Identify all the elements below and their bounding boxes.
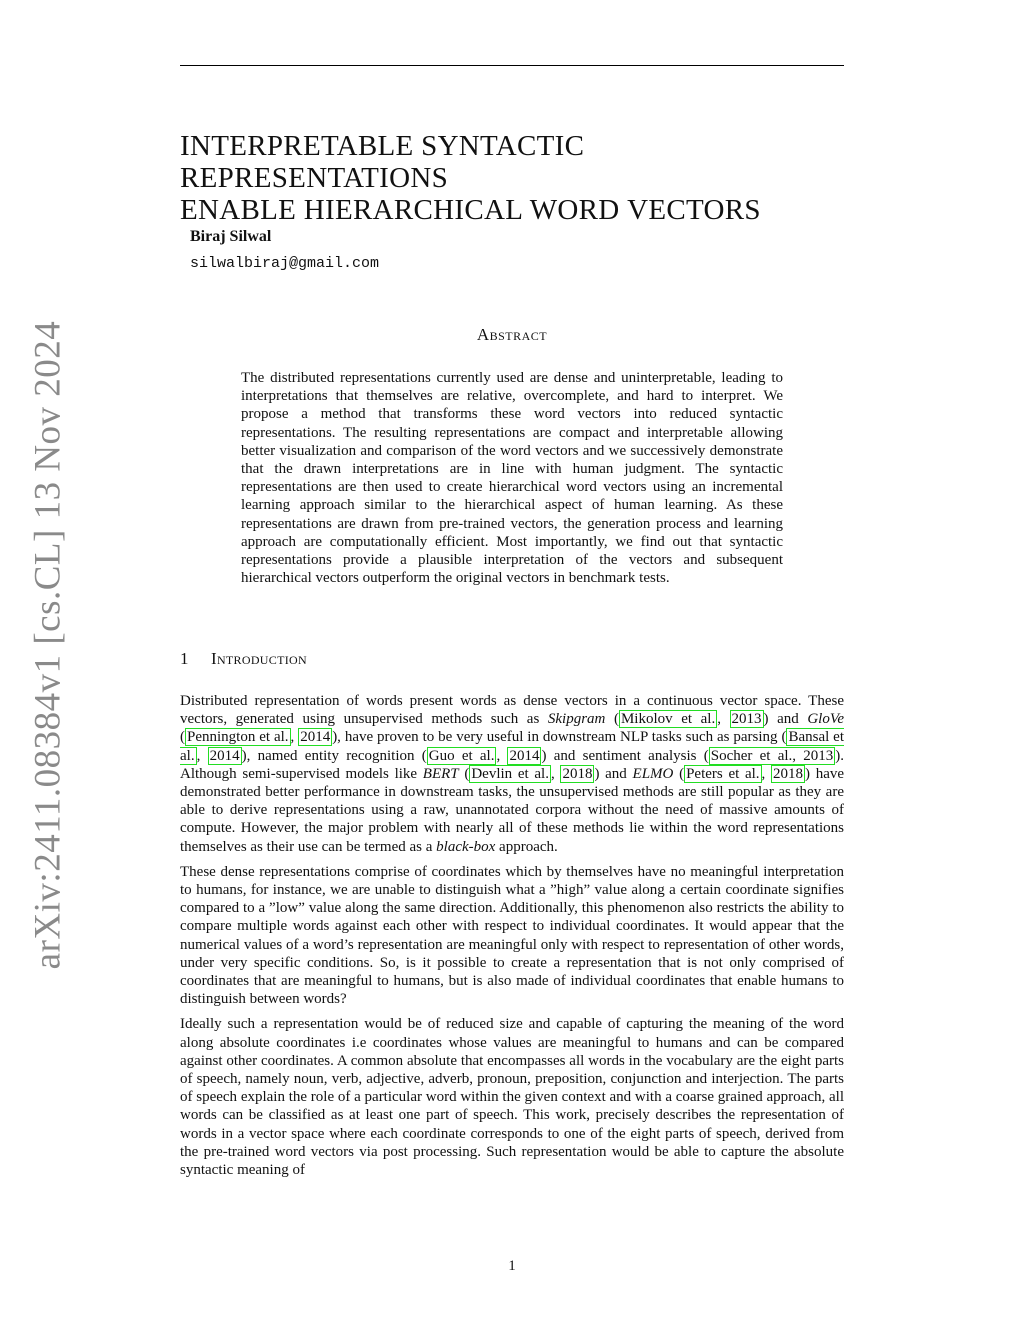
section-title: Introduction — [211, 649, 307, 668]
citation-link[interactable]: 2018 — [562, 765, 593, 782]
author-name: Biraj Silwal — [190, 228, 272, 245]
paragraph: Distributed representation of words present words as dense vectors in a continuous vector space. These vectors, generated using unsupervised methods such as Skipgram ( Mikolov et al. , 2013 ) and GloVe ( Pennington et al. , 2014 ), have proven to be very useful in downstream NLP tasks such as parsing ( Bansal et al. , 2014 ), named entity recognition ( Guo et al. , 2014 ) and sentiment analysis ( Socher et al., 2013 ). Although semi-supervised models like BERT ( Devlin et al. , 2018 ) and ELMO ( Peters et al. , 2018 ) have demonstrated better performance in downstream tasks, the unsupervised methods are still popular as they are able to derive representations using a raw, unannotated corpora without the need of massive amounts of compute. However, the major problem with nearly all of these methods lie within the word representations themselves as their use can be termed as a black-box approach. — [180, 693, 845, 855]
header-rule — [180, 65, 844, 66]
title-line-2: ENABLE HIERARCHICAL WORD VECTORS — [180, 194, 761, 226]
citation-link[interactable]: 2014 — [209, 747, 240, 764]
section-heading-introduction — [180, 649, 307, 669]
citation-link[interactable]: Mikolov et al. — [620, 711, 716, 728]
citation-link[interactable]: 2014 — [300, 729, 331, 746]
page-number: 1 — [508, 1258, 516, 1274]
citation-link[interactable]: Bansal et al. — [180, 729, 844, 764]
abstract-heading: Abstract — [476, 325, 548, 344]
author-email: silwalbiraj@gmail.com — [190, 255, 380, 272]
citation-link[interactable]: Pennington et al. — [187, 729, 289, 746]
citation-link[interactable]: Peters et al. — [686, 765, 760, 782]
citation-link[interactable]: 2014 — [509, 747, 540, 764]
arxiv-id: arXiv:2411.08384v1 [cs.CL] 13 Nov 2024 — [27, 320, 69, 970]
citation-link[interactable]: Devlin et al. — [471, 765, 549, 782]
paragraph: Ideally such a representation would be of reduced size and capable of capturing the meaning of the word along absolute coordinates i.e coordinates whose values are meaningful to humans and can be compared against other coordinates. A common absolute that encompasses all words in the vocabulary are the eight parts of speech, namely noun, verb, adjective, adverb, pronoun, preposition, conjunction and interjection. The parts of speech explain the role of a particular word within the given context and with a coarse grained approach, all words can be classified as at least one part of speech. This work, precisely describes the representation of words in a vector space where each coordinate corresponds to one of the eight parts of speech, derived from the pre-trained word vectors via post processing. Such representation would be able to capture the absolute syntactic meaning of — [180, 1016, 844, 1179]
citation-link[interactable]: 2013 — [731, 711, 762, 728]
introduction-body — [180, 692, 844, 1186]
title-line-1: INTERPRETABLE SYNTACTIC REPRESENTATIONS — [180, 130, 585, 194]
citation-link[interactable]: Guo et al. — [428, 747, 495, 764]
citation-link[interactable]: 2018 — [773, 765, 804, 782]
section-number: 1 — [180, 649, 189, 668]
paper-title — [180, 130, 844, 226]
paragraph: These dense representations comprise of coordinates which by themselves have no meaningful interpretation to humans, for instance, we are unable to distinguish what a ”high” value along a certain coordinate signifies compared to a ”low” value along the same direction. Additionally, this phenomenon also restricts the ability to compare multiple words against each other with respect to individual coordinates. It would appear that the numerical values of a word’s representation are meaningful only with respect to representation of other words, under very specific conditions. So, is it possible to create a representation that is not only comprised of coordinates that are meaningful to humans, but is also made of individual coordinates that enable humans to distinguish between words? — [180, 863, 844, 1008]
abstract-text: The distributed representations currently used are dense and uninterpretable, leading to interpretations that themselves are relative, overcomplete, and hard to interpret. We propose a method that transforms these word vectors into reduced syntactic representations. The resulting representations are compact and interpretable allowing better visualization and comparison of the word vectors and we successively demonstrate that the drawn interpretations are in line with human judgment. The syntactic representations are then used to create hierarchical word vectors using an incremental learning approach similar to the hierarchical aspect of human learning. As these representations are drawn from pre-trained vectors, the generation process and learning approach are computationally efficient. Most importantly, we find out that syntactic representations provide a plausible interpretation of the vectors and subsequent hierarchical vectors outperform the original vectors in benchmark tests. — [241, 370, 783, 587]
citation-link[interactable]: Socher et al., 2013 — [710, 747, 834, 764]
